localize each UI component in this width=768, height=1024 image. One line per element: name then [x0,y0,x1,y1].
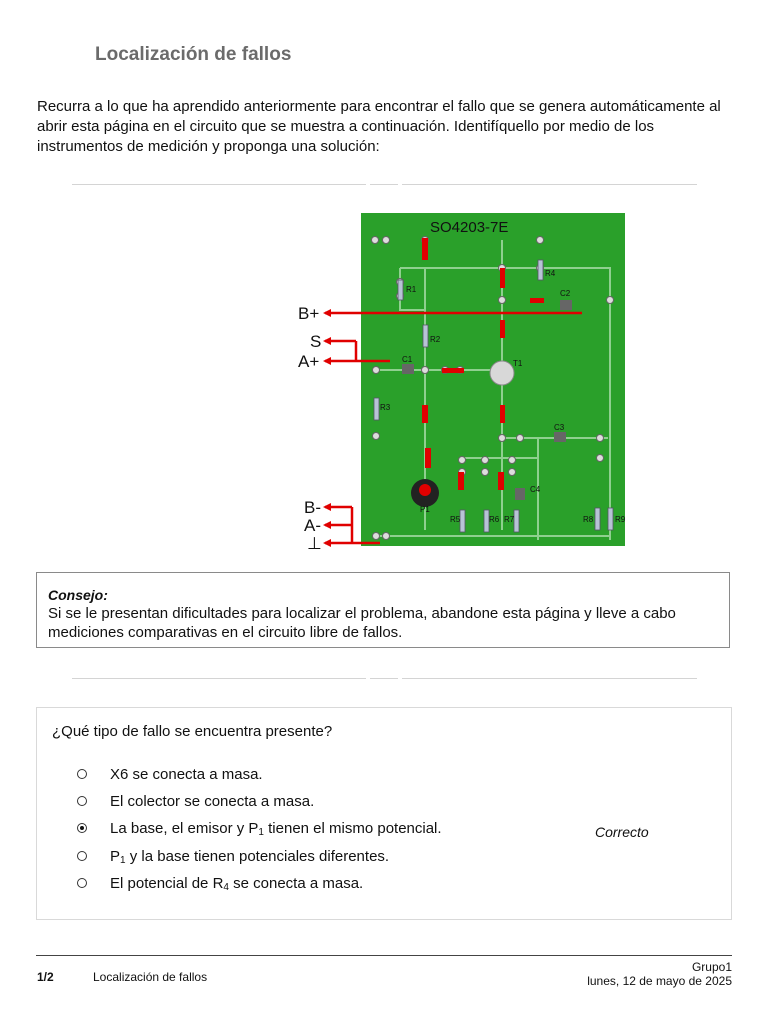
label-c4: C4 [530,485,541,494]
tip-text: Si se le presentan dificultades para localizar el problema, abandone esta página y lleve a cabo mediciones comparativas en el circuito libre de fallos. [48,605,676,641]
circuit-figure [290,210,630,550]
quiz-question: ¿Qué tipo de fallo se encuentra presente? [52,723,333,740]
label-r7: R7 [504,515,515,524]
footer-title: Localización de fallos [93,970,208,984]
quiz-option-selected[interactable] [77,818,442,838]
quiz-option[interactable] [77,791,314,811]
separator [72,184,366,185]
terminal-label-b-minus: B- [304,498,321,517]
separator [72,678,366,679]
label-r3: R3 [380,403,391,412]
option-label: $P_1$ y la base tienen potenciales diferentes. [110,847,390,866]
radio-button[interactable] [77,851,87,861]
terminal-label-a-minus: A- [304,516,321,535]
label-r6: R6 [489,515,500,524]
label-r1: R1 [406,285,417,294]
terminal-label-ground: ⊥ [307,534,322,550]
label-r8: R8 [583,515,594,524]
radio-button[interactable] [77,878,87,888]
intro-text: Recurra a lo que ha aprendido anteriormente para encontrar el fallo que se genera automáticamente al abrir esta página en el circuito que se muestra a continuación. Identifíquello por medio de los instrumentos de medición y proponga una solución: [37,98,721,155]
page-number: 1/2 [37,970,54,984]
label-r2: R2 [430,335,441,344]
option-label: La base, el emisor y $P_1$ tienen el mismo potencial. [110,819,442,838]
circuit-board-image [290,210,630,550]
tip-title: Consejo: [48,587,108,603]
separator [402,678,697,679]
footer-date: lunes, 12 de mayo de 2025 [587,974,732,988]
separator [370,184,398,185]
footer-meta [587,960,732,988]
footer-group: Grupo1 [691,960,732,974]
radio-button[interactable] [77,769,87,779]
option-label: El colector se conecta a masa. [110,792,315,810]
quiz-option[interactable] [77,764,263,784]
potentiometer-knob [419,484,431,496]
footer-divider [36,955,732,956]
label-c3: C3 [554,423,565,432]
page-title: Localización de fallos [95,44,292,65]
label-r5: R5 [450,515,461,524]
separator [370,678,398,679]
terminal-label-s: S [310,332,322,351]
quiz-option[interactable] [77,873,363,893]
separator [402,184,697,185]
answer-status: Correcto [595,824,649,840]
label-r9: R9 [615,515,626,524]
capacitor-c1 [402,364,414,374]
label-p1: P1 [420,505,430,514]
radio-button[interactable] [77,796,87,806]
capacitor-c2 [560,300,572,310]
terminal-label-a-plus: A+ [298,352,320,371]
label-t1: T1 [513,359,523,368]
transistor-t1 [490,361,514,385]
capacitor-c3 [554,432,566,442]
label-c1: C1 [402,355,413,364]
option-label: El potencial de $R_4$ se conecta a masa. [110,874,364,893]
option-label: X6 se conecta a masa. [110,765,263,783]
label-r4: R4 [545,269,556,278]
label-c2: C2 [560,289,571,298]
tip-box [36,572,730,648]
quiz-option[interactable] [77,846,389,866]
board-label: SO4203-7E [430,219,509,236]
quiz-box [36,707,732,920]
radio-button-selected[interactable] [77,823,87,833]
terminal-label-b-plus: B+ [298,304,320,323]
capacitor-c4 [515,488,525,500]
